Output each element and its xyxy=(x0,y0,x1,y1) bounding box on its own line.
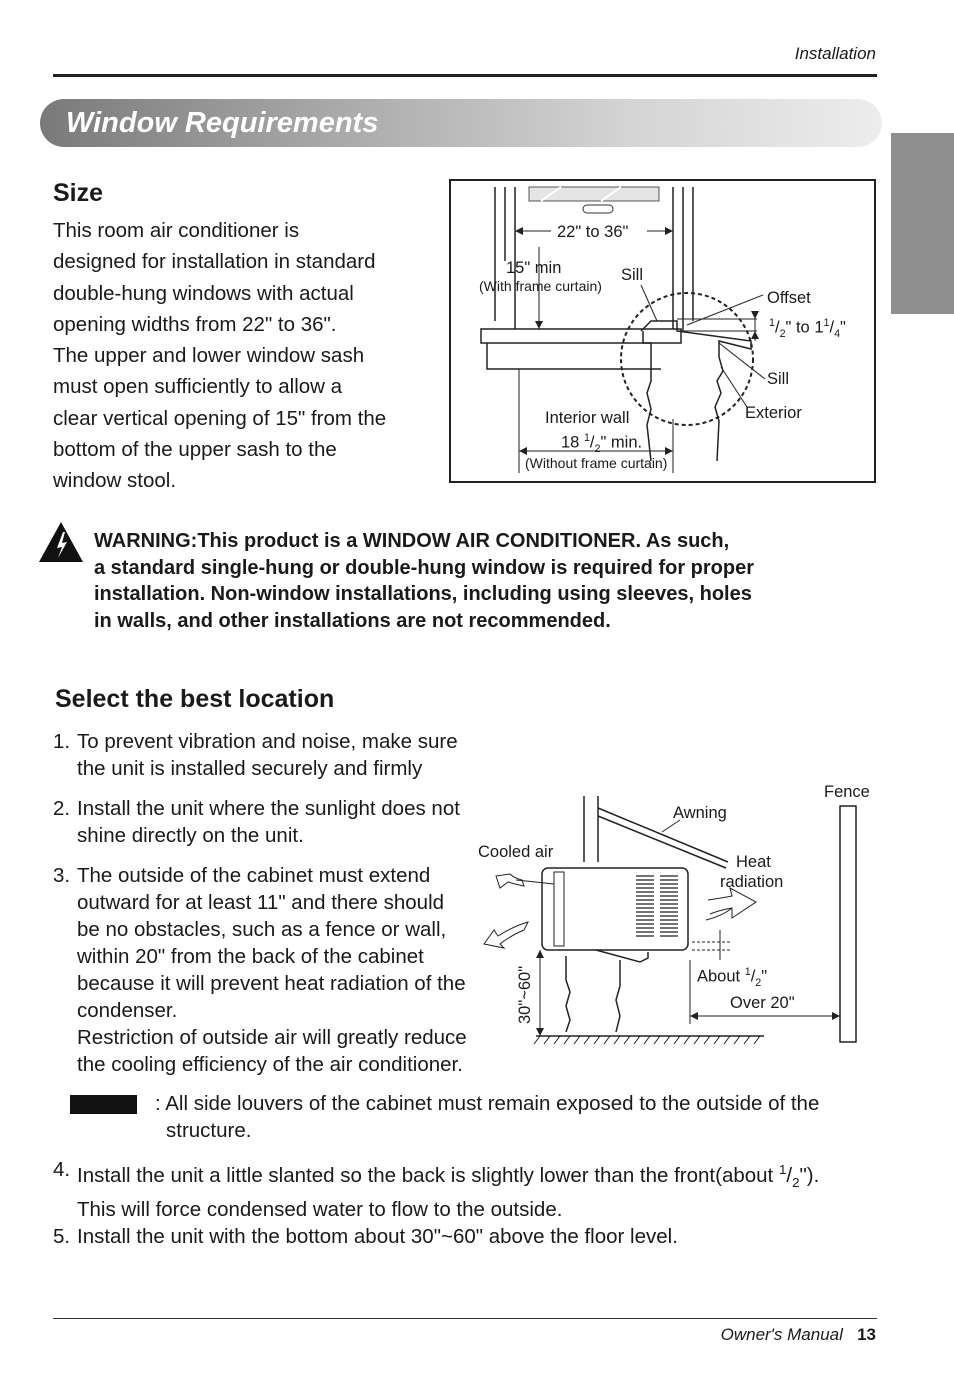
size-line: clear vertical opening of 15" from the xyxy=(53,406,387,430)
list-item-number: 1. xyxy=(53,730,71,753)
location-diagram xyxy=(470,780,890,1050)
size-line: The upper and lower window sash xyxy=(53,344,365,368)
list-item-line: within 20" from the back of the cabinet xyxy=(77,945,424,968)
list-item-number: 5. xyxy=(53,1225,71,1248)
warning-line: a standard single-hung or double-hung window is required for proper xyxy=(94,556,755,579)
list-item-number: 2. xyxy=(53,797,71,820)
list-item-line: To prevent vibration and noise, make sure xyxy=(77,730,458,753)
awning-label: Awning xyxy=(673,804,727,822)
list-item-line: Install the unit with the bottom about 30"~60" above the floor level. xyxy=(77,1225,678,1248)
page-number: 13 xyxy=(857,1325,876,1344)
heat-label: Heat xyxy=(736,853,771,871)
note-line: structure. xyxy=(166,1119,252,1142)
list-item-line: shine directly on the unit. xyxy=(77,824,304,847)
list-item-line: The outside of the cabinet must extend xyxy=(77,864,431,887)
size-line: opening widths from 22" to 36". xyxy=(53,312,337,336)
location-list-continued xyxy=(53,1156,903,1256)
list-item-number: 4. xyxy=(53,1158,71,1181)
lightning-warning-icon xyxy=(38,520,84,564)
section-label: Installation xyxy=(794,44,876,63)
height-label: 30"~60" xyxy=(516,965,534,1024)
depth-note: (Without frame curtain) xyxy=(525,455,668,471)
warning-line: WARNING:This product is a WINDOW AIR CONDITIONER. As such, xyxy=(94,530,730,552)
offset-value: $^1/_2$" to $1^1/_4$" xyxy=(769,317,846,340)
side-tab xyxy=(891,133,954,314)
size-line: must open sufficiently to allow a xyxy=(53,375,343,399)
location-heading: Select the best location xyxy=(55,685,335,713)
size-heading: Size xyxy=(53,179,104,207)
warning-text xyxy=(94,528,854,634)
exterior-label: Exterior xyxy=(745,404,802,422)
list-item-line: the unit is installed securely and firmly xyxy=(77,757,423,780)
note-text xyxy=(155,1090,895,1144)
clearance-label: Over 20" xyxy=(730,994,795,1012)
size-line: designed for installation in standard xyxy=(53,250,376,274)
location-list xyxy=(53,728,513,1088)
depth-value: 18 $^1/_2$" min. xyxy=(561,432,643,455)
size-line: This room air conditioner is xyxy=(53,219,300,242)
warning-line: installation. Non-window installations, including using sleeves, holes xyxy=(94,583,752,605)
size-paragraph xyxy=(53,215,433,497)
footer xyxy=(721,1325,876,1345)
list-item-line: condenser. xyxy=(77,999,178,1022)
warning-line: in walls, and other installations are not recommended. xyxy=(94,609,611,632)
header-rule xyxy=(53,74,877,77)
sill-top-label: Sill xyxy=(621,266,644,284)
size-line: double-hung windows with actual xyxy=(53,281,354,305)
window-diagram xyxy=(449,179,876,483)
list-item-line: the cooling efficiency of the air conditioner. xyxy=(77,1053,463,1076)
radiation-label: radiation xyxy=(720,873,784,891)
list-item-line: because it will prevent heat radiation of the xyxy=(77,972,466,995)
note-badge xyxy=(70,1095,137,1114)
page-title: Window Requirements xyxy=(66,107,379,139)
list-item-line: This will force condensed water to flow to the outside. xyxy=(77,1197,563,1221)
note-line: : All side louvers of the cabinet must remain exposed to the outside of the xyxy=(155,1092,820,1115)
footer-manual: Owner's Manual xyxy=(720,1325,843,1344)
offset-label: Offset xyxy=(767,289,811,307)
width-range-label: 22" to 36" xyxy=(557,223,629,241)
fence-label: Fence xyxy=(824,783,870,801)
list-item-line: be no obstacles, such as a fence or wall, xyxy=(77,918,447,941)
footer-rule xyxy=(53,1318,877,1319)
sill-bottom-label: Sill xyxy=(767,370,790,388)
min-opening-note: (With frame curtain) xyxy=(479,278,602,294)
list-item-line: Install the unit where the sunlight does not xyxy=(77,797,460,820)
list-item-number: 3. xyxy=(53,864,71,887)
size-line: bottom of the upper sash to the xyxy=(53,438,337,462)
slant-label: About $^1/_2$" xyxy=(697,966,768,989)
size-line: window stool. xyxy=(53,469,177,493)
interior-wall-label: Interior wall xyxy=(545,409,630,427)
list-item-line: Restriction of outside air will greatly reduce xyxy=(77,1026,467,1049)
list-item-line: outward for at least 11" and there should xyxy=(77,891,445,914)
cooled-air-label: Cooled air xyxy=(478,843,554,861)
list-item-line: Install the unit a little slanted so the back is slightly lower than the front(about $^1/_2$"). xyxy=(77,1162,820,1190)
min-opening-label: 15" min xyxy=(506,259,562,277)
